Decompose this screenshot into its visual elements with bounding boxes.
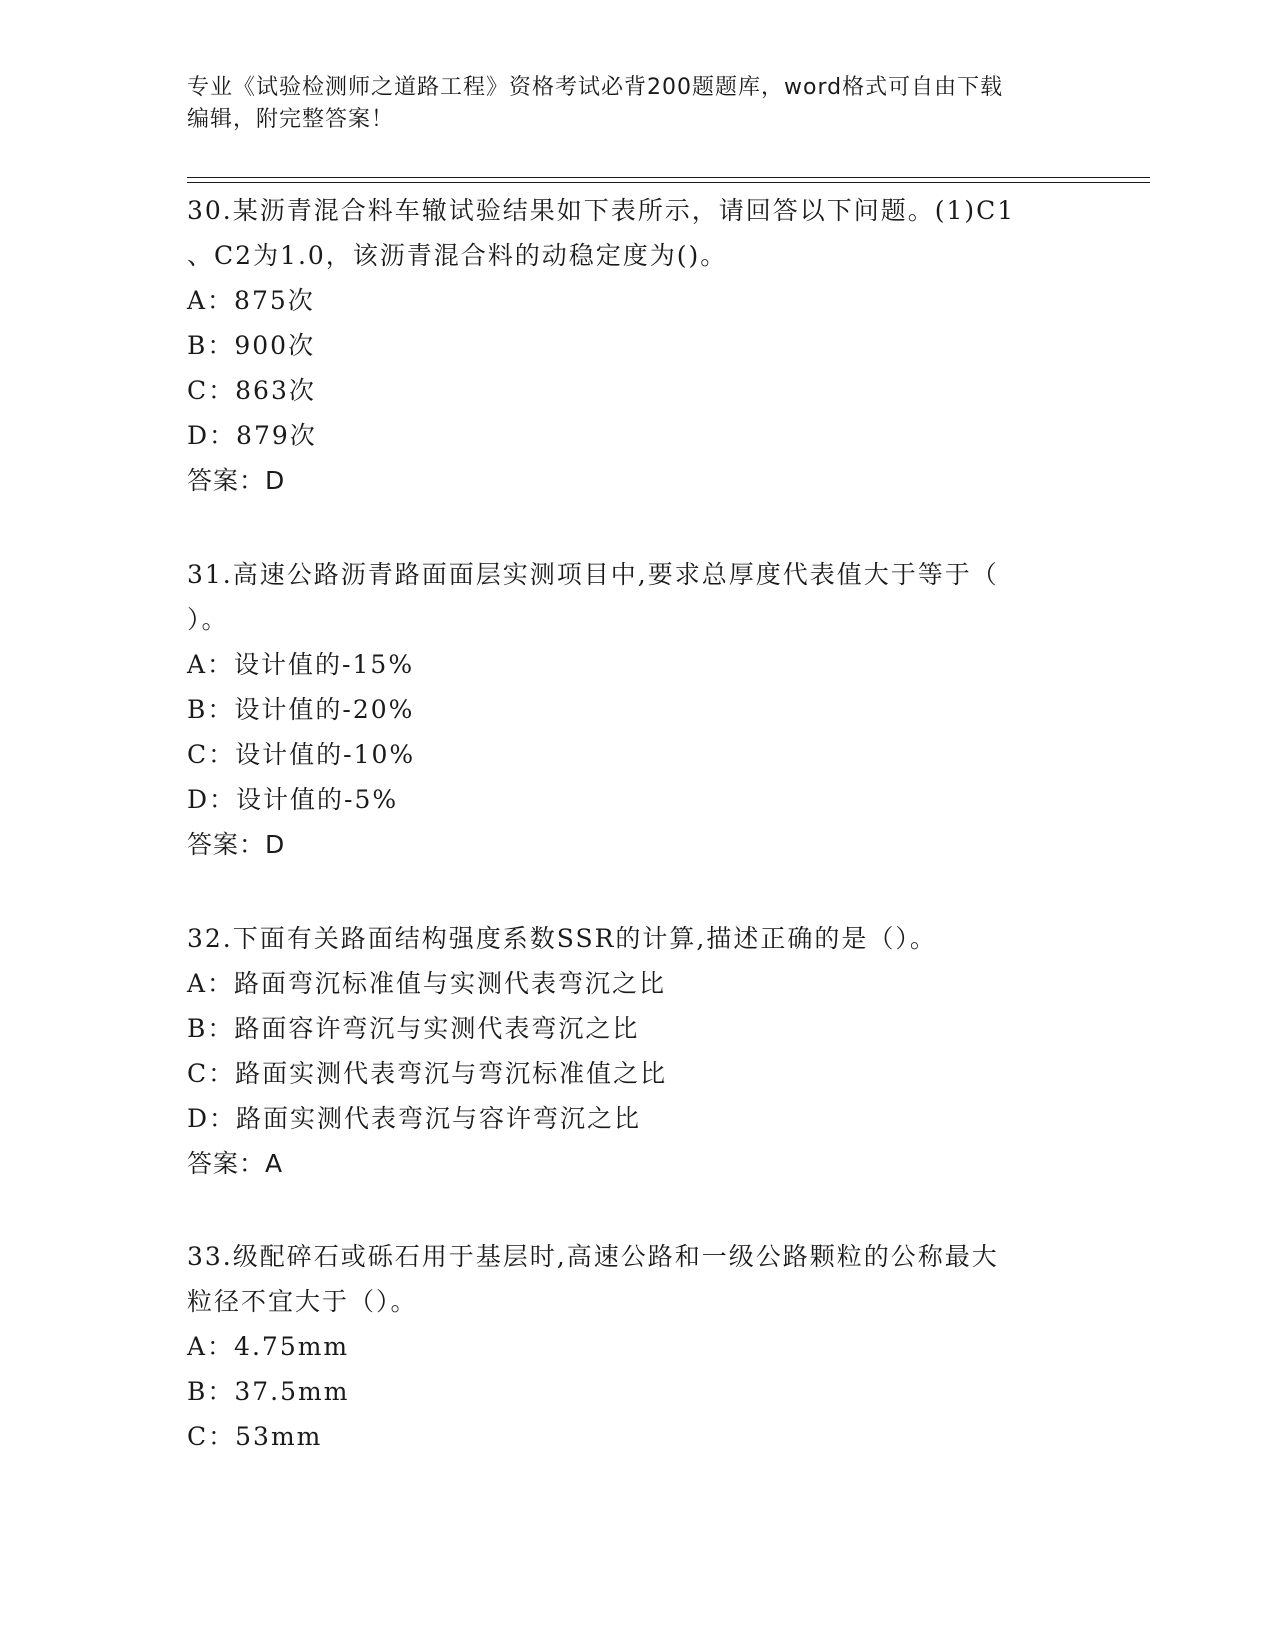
question-30	[187, 188, 1067, 503]
option-b: B：37.5mm	[187, 1377, 350, 1406]
question-stem-line: 粒径不宜大于（）。	[187, 1287, 418, 1316]
question-stem-line: 32.下面有关路面结构强度系数SSR的计算,描述正确的是（）。	[187, 924, 937, 953]
question-stem-line: 、C2为1.0，该沥青混合料的动稳定度为()。	[187, 241, 728, 270]
header-divider-bottom	[187, 182, 1150, 183]
option-c: C：863次	[187, 376, 316, 405]
option-c: C：设计值的-10%	[187, 740, 416, 769]
question-stem	[187, 916, 1067, 961]
question-stem-line: 33.级配碎石或砾石用于基层时,高速公路和一级公路颗粒的公称最大	[187, 1242, 999, 1271]
option-a: A：设计值的-15%	[187, 650, 415, 679]
header-line-1: 专业《试验检测师之道路工程》资格考试必背200题题库，word格式可自由下载	[187, 75, 1004, 100]
option-a: A：路面弯沉标准值与实测代表弯沉之比	[187, 969, 667, 998]
document-header	[187, 72, 1067, 136]
option-b: B：设计值的-20%	[187, 695, 415, 724]
question-stem	[187, 552, 1067, 642]
question-stem-line: 31.高速公路沥青路面面层实测项目中,要求总厚度代表值大于等于（	[187, 560, 999, 589]
option-a: A：875次	[187, 286, 315, 315]
question-stem	[187, 1234, 1067, 1324]
question-32	[187, 916, 1067, 1186]
header-line-2: 编辑，附完整答案！	[187, 107, 395, 132]
option-d: D：879次	[187, 421, 317, 450]
option-d: D：设计值的-5%	[187, 785, 399, 814]
option-c: C：路面实测代表弯沉与弯沉标准值之比	[187, 1059, 668, 1088]
option-b: B：900次	[187, 331, 316, 360]
header-divider-top	[187, 177, 1150, 178]
option-c: C：53mm	[187, 1422, 323, 1451]
option-a: A：4.75mm	[187, 1332, 350, 1361]
question-31	[187, 552, 1067, 867]
option-b: B：路面容许弯沉与实测代表弯沉之比	[187, 1014, 640, 1043]
question-stem-line: ）。	[187, 605, 229, 634]
option-d: D：路面实测代表弯沉与容许弯沉之比	[187, 1104, 642, 1133]
question-stem-line: 30.某沥青混合料车辙试验结果如下表所示，请回答以下问题。(1)C1	[187, 196, 1016, 225]
question-stem	[187, 188, 1067, 278]
answer-line: 答案：D	[187, 466, 286, 495]
answer-line: 答案：D	[187, 830, 286, 859]
question-33	[187, 1234, 1067, 1459]
answer-line: 答案：A	[187, 1149, 284, 1178]
